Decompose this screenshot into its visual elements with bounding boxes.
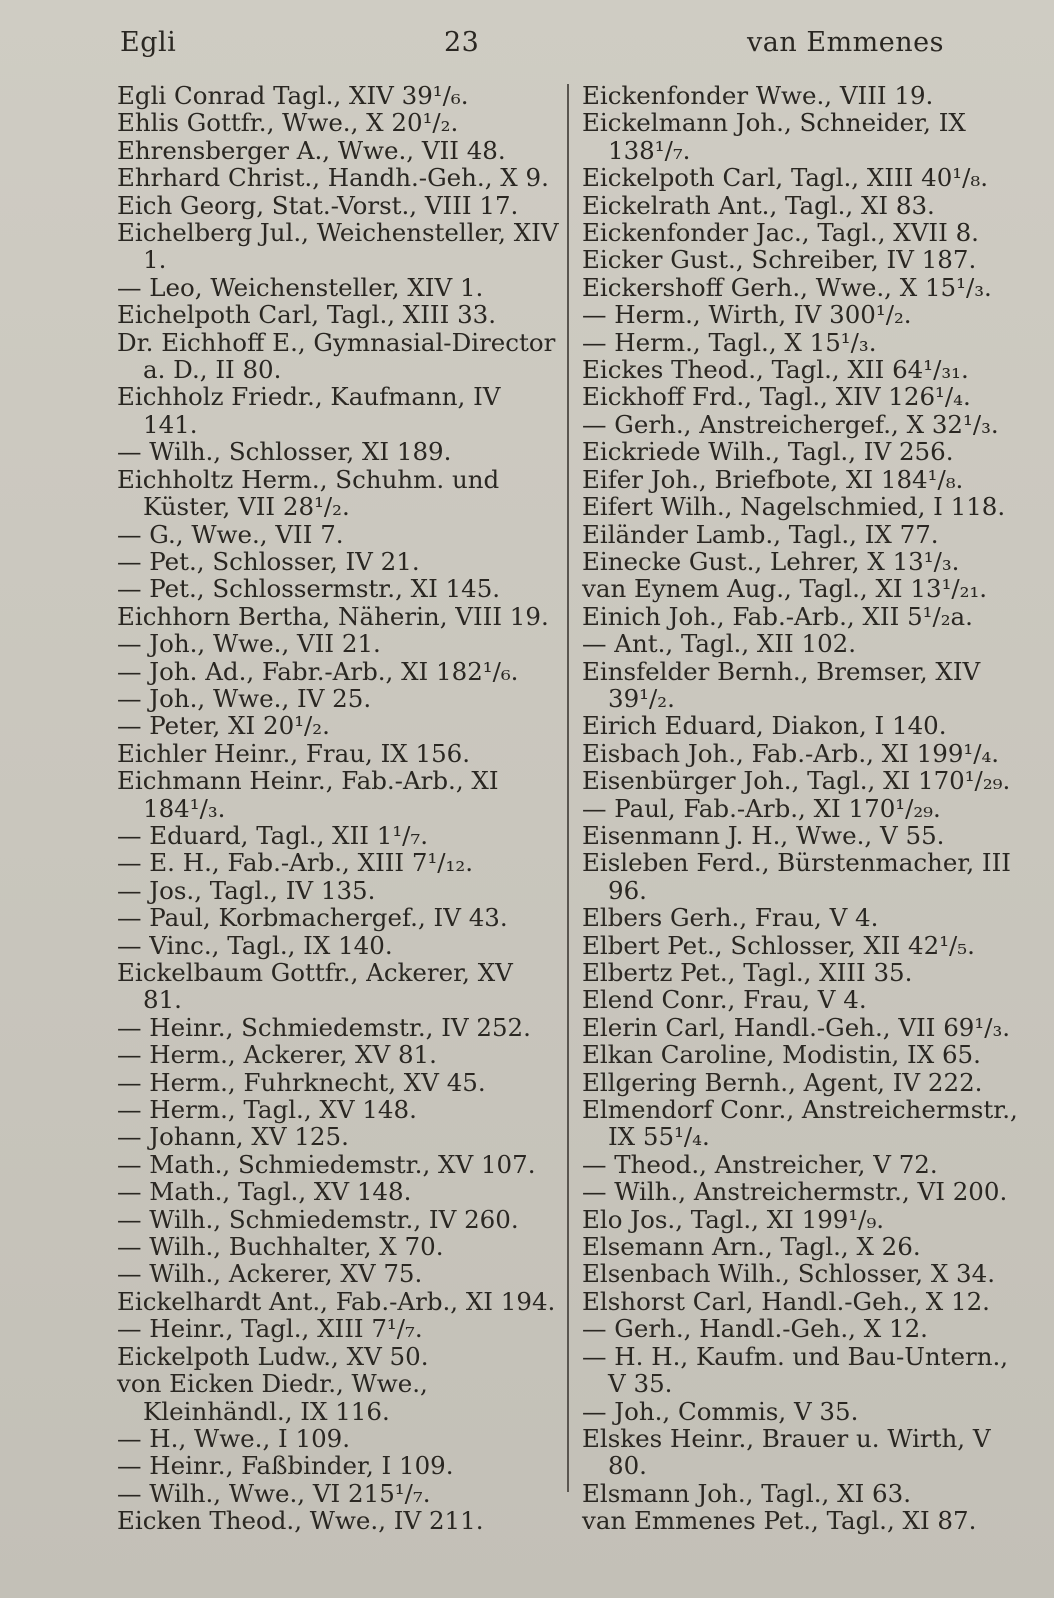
directory-entry: — Wilh., Wwe., VI 215¹/₇. bbox=[117, 1478, 431, 1508]
directory-entry: — Heinr., Faßbinder, I 109. bbox=[117, 1451, 454, 1481]
directory-entry: — Wilh., Schmiedemstr., IV 260. bbox=[117, 1204, 519, 1234]
directory-entry: — Joh., Commis, V 35. bbox=[582, 1396, 859, 1426]
directory-entry: Eickelbaum Gottfr., Ackerer, XV 81. bbox=[117, 958, 513, 1015]
left-column bbox=[117, 82, 559, 1535]
directory-entry: Elbertz Pet., Tagl., XIII 35. bbox=[582, 958, 913, 987]
directory-entry: Eichmann Heinr., Fab.-Arb., XI 184¹/₃. bbox=[117, 766, 499, 823]
directory-entry: — Math., Schmiedemstr., XV 107. bbox=[117, 1149, 536, 1179]
directory-entry: Eifert Wilh., Nagelschmied, I 118. bbox=[582, 492, 1006, 522]
directory-entry: Eicker Gust., Schreiber, IV 187. bbox=[582, 245, 977, 275]
directory-entry: — Leo, Weichensteller, XIV 1. bbox=[117, 272, 484, 302]
directory-entry: Elskes Heinr., Brauer u. Wirth, V 80. bbox=[582, 1423, 991, 1481]
directory-entry: Elkan Caroline, Modistin, IX 65. bbox=[582, 1040, 981, 1070]
directory-entry: Eiländer Lamb., Tagl., IX 77. bbox=[582, 519, 939, 549]
directory-entry: Elend Conr., Frau, V 4. bbox=[582, 985, 867, 1015]
directory-entry: Eisenmann J. H., Wwe., V 55. bbox=[582, 820, 945, 850]
directory-entry: — Eduard, Tagl., XII 1¹/₇. bbox=[117, 820, 428, 850]
directory-entry: — Peter, XI 20¹/₂. bbox=[117, 711, 330, 741]
directory-entry: Einich Joh., Fab.-Arb., XII 5¹/₂a. bbox=[582, 601, 973, 631]
directory-entry: — Gerh., Handl.-Geh., X 12. bbox=[582, 1314, 928, 1344]
directory-entry: Eichholtz Herm., Schuhm. und Küster, VII 28¹/₂. bbox=[117, 464, 500, 522]
directory-entry: — Vinc., Tagl., IX 140. bbox=[117, 930, 393, 960]
directory-entry: Eickershoff Gerh., Wwe., X 15¹/₃. bbox=[582, 272, 992, 302]
directory-entry: Ellgering Bernh., Agent, IV 222. bbox=[582, 1067, 983, 1097]
page-header bbox=[120, 22, 944, 62]
directory-entry: — Johann, XV 125. bbox=[117, 1122, 349, 1152]
directory-entry: Dr. Eichhoff E., Gymnasial-Director a. D., II 80. bbox=[117, 327, 556, 385]
directory-entry: — Paul, Korbmachergef., IV 43. bbox=[117, 903, 508, 933]
header-right-entry: van Emmenes bbox=[747, 26, 944, 58]
directory-entry: Eisbach Joh., Fab.-Arb., XI 199¹/₄. bbox=[582, 738, 1000, 768]
directory-entry: Einsfelder Bernh., Bremser, XIV 39¹/₂. bbox=[582, 656, 981, 713]
directory-entry: Eichelberg Jul., Weichensteller, XIV 1. bbox=[117, 218, 559, 275]
directory-entry: — Wilh., Anstreichermstr., VI 200. bbox=[582, 1177, 1008, 1207]
directory-entry: — Herm., Tagl., XV 148. bbox=[117, 1095, 417, 1125]
directory-entry: van Eynem Aug., Tagl., XI 13¹/₂₁. bbox=[582, 574, 988, 604]
directory-entry: Eichelpoth Carl, Tagl., XIII 33. bbox=[117, 300, 497, 330]
directory-entry: Egli Conrad Tagl., XIV 39¹/₆. bbox=[117, 81, 469, 110]
directory-entry: — Pet., Schlossermstr., XI 145. bbox=[117, 574, 501, 604]
directory-entry: — G., Wwe., VII 7. bbox=[117, 519, 344, 549]
directory-entry: Elsmann Joh., Tagl., XI 63. bbox=[582, 1478, 911, 1508]
directory-entry: Ehrhard Christ., Handh.-Geh., X 9. bbox=[117, 163, 549, 193]
directory-entry: — Wilh., Ackerer, XV 75. bbox=[117, 1259, 423, 1289]
directory-entry: — Paul, Fab.-Arb., XI 170¹/₂₉. bbox=[582, 793, 941, 823]
directory-entry: — Heinr., Schmiedemstr., IV 252. bbox=[117, 1012, 531, 1042]
directory-entry: Eickelhardt Ant., Fab.-Arb., XI 194. bbox=[117, 1286, 556, 1316]
directory-entry: — Wilh., Buchhalter, X 70. bbox=[117, 1232, 444, 1262]
directory-entry: — Jos., Tagl., IV 135. bbox=[117, 875, 376, 905]
directory-entry: — Math., Tagl., XV 148. bbox=[117, 1177, 412, 1207]
directory-entry: — E. H., Fab.-Arb., XIII 7¹/₁₂. bbox=[117, 848, 473, 878]
directory-entry: Eichhorn Bertha, Näherin, VIII 19. bbox=[117, 601, 549, 631]
directory-entry: Eickenfonder Wwe., VIII 19. bbox=[582, 81, 934, 110]
directory-entry: Ehrensberger A., Wwe., VII 48. bbox=[117, 135, 506, 165]
directory-entry: Elbert Pet., Schlosser, XII 42¹/₅. bbox=[582, 930, 975, 960]
directory-entry: Elsenbach Wilh., Schlosser, X 34. bbox=[582, 1259, 996, 1289]
right-column bbox=[582, 82, 1028, 1535]
directory-entry: Ehlis Gottfr., Wwe., X 20¹/₂. bbox=[117, 108, 459, 138]
directory-entry: Eickhoff Frd., Tagl., XIV 126¹/₄. bbox=[582, 382, 971, 412]
directory-entry: — Gerh., Anstreichergef., X 32¹/₃. bbox=[582, 409, 999, 439]
directory-entry: — Joh., Wwe., IV 25. bbox=[117, 683, 372, 713]
directory-entry: — Herm., Ackerer, XV 81. bbox=[117, 1040, 437, 1070]
directory-entry: Eisleben Ferd., Bürstenmacher, III 96. bbox=[582, 848, 1011, 905]
directory-entry: — Ant., Tagl., XII 102. bbox=[582, 629, 857, 659]
directory-entry: Eirich Eduard, Diakon, I 140. bbox=[582, 711, 947, 741]
directory-entry: Eickenfonder Jac., Tagl., XVII 8. bbox=[582, 218, 979, 248]
directory-entry: — Pet., Schlosser, IV 21. bbox=[117, 546, 420, 576]
directory-entry: Elo Jos., Tagl., XI 199¹/₉. bbox=[582, 1204, 885, 1234]
directory-entry: — Joh., Wwe., VII 21. bbox=[117, 629, 381, 659]
directory-entry: Elerin Carl, Handl.-Geh., VII 69¹/₃. bbox=[582, 1012, 1011, 1042]
directory-entry: Eisenbürger Joh., Tagl., XI 170¹/₂₉. bbox=[582, 766, 1011, 796]
directory-entry: Eickelpoth Carl, Tagl., XIII 40¹/₈. bbox=[582, 163, 988, 193]
directory-entry: — Herm., Wirth, IV 300¹/₂. bbox=[582, 300, 912, 330]
directory-entry: Eickelmann Joh., Schneider, IX 138¹/₇. bbox=[582, 108, 966, 165]
directory-entry: von Eicken Diedr., Wwe., Kleinhändl., IX 116. bbox=[117, 1369, 428, 1426]
directory-entry: van Emmenes Pet., Tagl., XI 87. bbox=[582, 1506, 977, 1536]
directory-entry: Elshorst Carl, Handl.-Geh., X 12. bbox=[582, 1286, 990, 1316]
directory-entry: Elsemann Arn., Tagl., X 26. bbox=[582, 1232, 921, 1262]
directory-entry: Eickriede Wilh., Tagl., IV 256. bbox=[582, 437, 954, 467]
directory-entry: — Joh. Ad., Fabr.-Arb., XI 182¹/₆. bbox=[117, 656, 519, 686]
directory-entry: — H. H., Kaufm. und Bau-Untern., V 35. bbox=[582, 1341, 1009, 1399]
page-number: 23 bbox=[443, 26, 480, 58]
directory-entry: Eickes Theod., Tagl., XII 64¹/₃₁. bbox=[582, 355, 969, 385]
directory-entry: — Heinr., Tagl., XIII 7¹/₇. bbox=[117, 1314, 423, 1344]
directory-entry: Elbers Gerh., Frau, V 4. bbox=[582, 903, 879, 933]
directory-entry: Eichler Heinr., Frau, IX 156. bbox=[117, 738, 471, 768]
directory-entry: — Wilh., Schlosser, XI 189. bbox=[117, 437, 452, 467]
header-left-entry: Egli bbox=[120, 26, 177, 58]
directory-entry: — H., Wwe., I 109. bbox=[117, 1423, 351, 1453]
directory-entry: — Herm., Fuhrknecht, XV 45. bbox=[117, 1067, 486, 1097]
directory-entry: Eickelrath Ant., Tagl., XI 83. bbox=[582, 190, 935, 220]
directory-entry: Elmendorf Conr., Anstreichermstr., IX 55¹/₄. bbox=[582, 1095, 1018, 1152]
directory-entry: Eich Georg, Stat.-Vorst., VIII 17. bbox=[117, 190, 519, 220]
directory-entry: — Theod., Anstreicher, V 72. bbox=[582, 1149, 938, 1179]
directory-entry: Eichholz Friedr., Kaufmann, IV 141. bbox=[117, 382, 501, 439]
directory-entry: Eicken Theod., Wwe., IV 211. bbox=[117, 1506, 484, 1536]
directory-entry: Einecke Gust., Lehrer, X 13¹/₃. bbox=[582, 546, 960, 576]
directory-entry: — Herm., Tagl., X 15¹/₃. bbox=[582, 327, 877, 357]
directory-entry: Eifer Joh., Briefbote, XI 184¹/₈. bbox=[582, 464, 964, 494]
directory-entry: Eickelpoth Ludw., XV 50. bbox=[117, 1341, 429, 1371]
column-divider bbox=[567, 84, 569, 1492]
